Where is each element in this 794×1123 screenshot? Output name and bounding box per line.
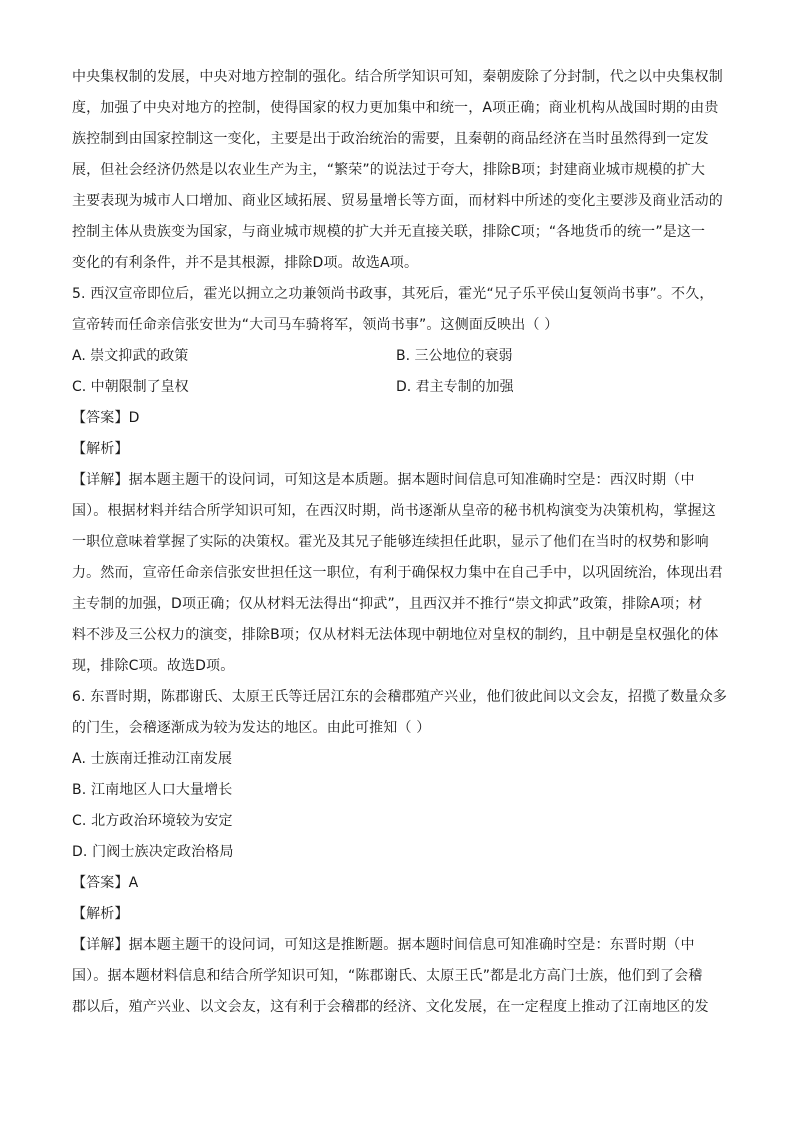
detail-line: 力。然而，宣帝任命亲信张安世担任这一职位，有利于确保权力集中在自己手中，以巩固统治，体现出君 (72, 565, 723, 581)
question-stem-line: 的门生，会稽逐渐成为较为发达的地区。由此可推知（ ） (72, 720, 431, 736)
text-line: 族控制到由国家控制这一变化，主要是出于政治统治的需要，且秦朝的商品经济在当时虽然得到一定发 (72, 131, 709, 147)
option-c: C. 北方政治环境较为安定 (72, 813, 233, 829)
text-line: 展，但社会经济仍然是以农业生产为主，“繁荣”的说法过于夸大，排除B项；封建商业城市规模的扩大 (72, 162, 706, 178)
text-line: 度，加强了中央对地方的控制，使得国家的权力更加集中和统一，A项正确；商业机构从战国时期的由贵 (72, 100, 719, 116)
detail-line: 现，排除C项。故选D项。 (72, 658, 235, 674)
detail-line: 主专制的加强，D项正确；仅从材料无法得出“抑武”，且西汉并不推行“崇文抑武”政策，排除A项；材 (72, 596, 703, 612)
option-c: C. 中朝限制了皇权 (72, 379, 189, 395)
detail-line: 【详解】据本题主题干的设问词，可知这是推断题。据本题时间信息可知准确时空是：东晋时期（中 (72, 937, 695, 953)
question-stem-line: 宣帝转而任命亲信张安世为“大司马车骑将军，领尚书事”。这侧面反映出（ ） (72, 317, 559, 333)
detail-line: 一职位意味着掌握了实际的决策权。霍光及其兄子能够连续担任此职，显示了他们在当时的权势和影响 (72, 534, 709, 550)
option-row (72, 372, 722, 403)
question-stem-line: 5. 西汉宣帝即位后，霍光以拥立之功兼领尚书政事，其死后，霍光“兄子乐平侯山复领尚书事”。不久， (72, 286, 714, 302)
option-row (72, 341, 722, 372)
question-stem-line: 6. 东晋时期，陈郡谢氏、太原王氏等迁居江东的会稽郡殖产兴业，他们彼此间以文会友，招揽了数量众多 (72, 689, 728, 705)
detail-line: 料不涉及三公权力的演变，排除B项；仅从材料无法体现中朝地位对皇权的制约，且中朝是皇权强化的体 (72, 627, 719, 643)
option-d: D. 君主专制的加强 (396, 379, 514, 395)
answer-line: 【答案】D (72, 410, 140, 426)
option-b: B. 江南地区人口大量增长 (72, 782, 233, 798)
intro-paragraph (72, 62, 722, 279)
question-5 (72, 279, 722, 682)
text-line: 中央集权制的发展，中央对地方控制的强化。结合所学知识可知，秦朝废除了分封制，代之以中央集权制 (72, 69, 723, 85)
analysis-label: 【解析】 (72, 906, 129, 922)
detail-line: 郡以后，殖产兴业、以文会友，这有利于会稽郡的经济、文化发展，在一定程度上推动了江南地区的发 (72, 999, 709, 1015)
text-line: 变化的有利条件，并不是其根源，排除D项。故选A项。 (72, 255, 419, 271)
text-line: 控制主体从贵族变为国家，与商业城市规模的扩大并无直接关联，排除C项；“各地货币的统一”是这一 (72, 224, 706, 240)
analysis-label: 【解析】 (72, 441, 129, 457)
option-d: D. 门阀士族决定政治格局 (72, 844, 234, 860)
detail-line: 【详解】据本题主题干的设问词，可知这是本质题。据本题时间信息可知准确时空是：西汉时期（中 (72, 472, 695, 488)
option-b: B. 三公地位的衰弱 (396, 348, 513, 364)
text-line: 主要表现为城市人口增加、商业区域拓展、贸易量增长等方面，而材料中所述的变化主要涉及商业活动的 (72, 193, 723, 209)
detail-line: 国）。根据材料并结合所学知识可知，在西汉时期，尚书逐渐从皇帝的秘书机构演变为决策机构，掌握这 (72, 503, 716, 519)
option-a: A. 士族南迁推动江南发展 (72, 751, 233, 767)
answer-line: 【答案】A (72, 875, 139, 891)
detail-line: 国）。据本题材料信息和结合所学知识可知，“陈郡谢氏、太原王氏”都是北方高门士族，他们到了会稽 (72, 968, 703, 984)
option-a: A. 崇文抑武的政策 (72, 348, 189, 364)
question-6 (72, 682, 728, 1023)
